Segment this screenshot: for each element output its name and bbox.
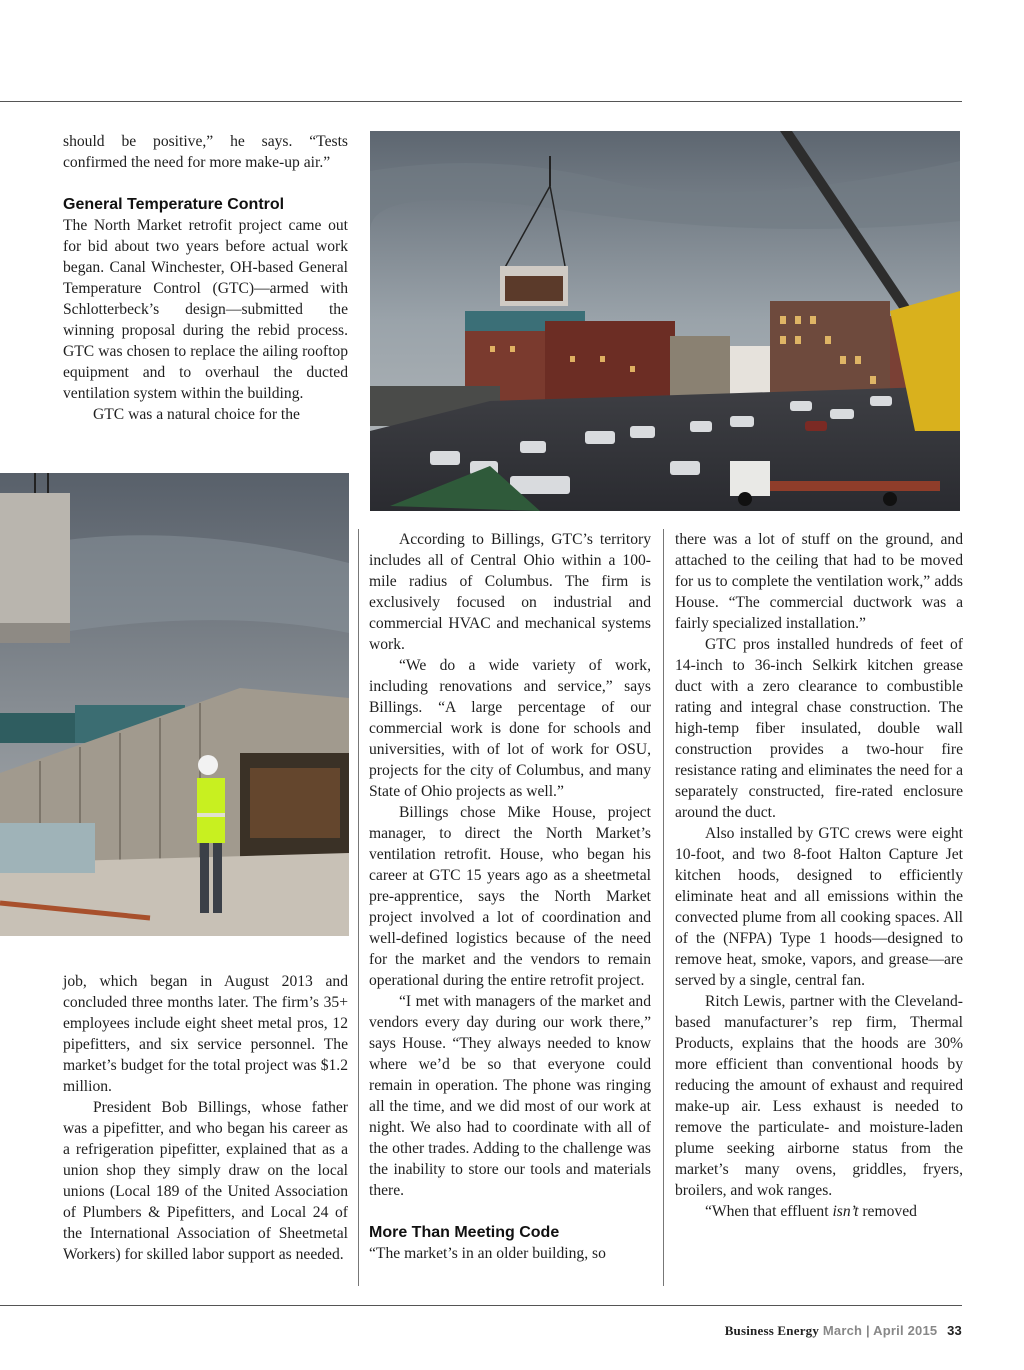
paragraph: President Bob Billings, whose father was a pipefitter, and who began his career as a refrigeration pipefitter, explained that as a union shop they simply draw on the local unions (Local 189 of the United Association of Plumbers & Pipefitters, and Local 24 of the International Association of Sheetmetal Workers) for skilled labor support as needed. <box>63 1099 348 1263</box>
paragraph: “We do a wide variety of work, including renovations and service,” says Billings. “A large percentage of our commercial work is done for schools and universities, with of lot of work for OSU, projects for the city of Columbus, and many State of Ohio projects as well.” <box>369 657 651 800</box>
quote-start: “When that effluent <box>705 1203 833 1220</box>
quote-end: removed <box>858 1203 917 1220</box>
column-3 <box>675 529 963 1222</box>
column-divider <box>358 529 359 1286</box>
paragraph: “The market’s in an older building, so <box>369 1245 606 1262</box>
page-number: 33 <box>947 1323 962 1338</box>
photo-crane-parking-lot <box>370 131 960 511</box>
column-2 <box>369 529 651 1264</box>
issue-date: March | April 2015 <box>822 1323 938 1338</box>
paragraph: job, which began in August 2013 and concluded three months later. The firm’s 35+ employees include eight sheet metal pros, 12 pipefitters, and six service personnel. The market’s budget for the total project was $1.2 million. <box>63 973 348 1095</box>
photo-worker-on-roof <box>0 473 349 936</box>
paragraph: there was a lot of stuff on the ground, and attached to the ceiling that had to be moved for us to complete the ventilation work,” adds House. “The commercial ductwork was a fairly specialized installation.” <box>675 531 963 632</box>
top-rule <box>0 101 962 102</box>
section-heading-gtc: General Temperature Control <box>63 196 285 213</box>
worker-photo-illustration <box>0 473 349 936</box>
paragraph: Ritch Lewis, partner with the Cleveland-based manufacturer’s rep firm, Thermal Products, explains that the hoods are 30% more efficient than conventional hoods by reducing the amount of exhaust and required make-up air. Less exhaust is needed to remove the particulate- and moisture-laden plume seeking airborne status from the market’s many ovens, griddles, fryers, broilers, and wok ranges. <box>675 993 963 1199</box>
paragraph: GTC pros installed hundreds of feet of 14-inch to 36-inch Selkirk kitchen grease duct with a zero clearance to combustible rating and integral chase construction. The high-temp fiber insulated, double wall construction provides a two-hour fire resistance rating and eliminates the need for a separately constructed, fire-rated enclosure around the duct. <box>675 636 963 821</box>
intro-paragraph: should be positive,” he says. “Tests confirmed the need for more make-up air.” <box>63 133 348 171</box>
paragraph: Billings chose Mike House, project manager, to direct the North Market’s ventilation retrofit. House, who began his career at GTC 15 years ago as a sheetmetal pre-apprentice, says the North Market project involved a lot of coordination and well-defined logistics because of the need for the market and the vendors to remain operational during the entire retrofit project. <box>369 804 651 989</box>
paragraph: GTC was a natural choice for the <box>93 406 300 423</box>
paragraph: The North Market retrofit project came out for bid about two years before actual work began. Canal Winchester, OH-based General Temperature Control (GTC)—armed with Schlotterbeck’s design—submitted the winning proposal during the rebid process. GTC was chosen to replace the ailing rooftop equipment and to overhaul the ducted ventilation system within the building. <box>63 217 348 402</box>
column-divider <box>663 529 664 1286</box>
paragraph <box>675 1201 963 1222</box>
magazine-name: Business Energy <box>724 1323 820 1338</box>
paragraph: “I met with managers of the market and vendors every day during our work there,” says House. “They always needed to know where we’d be so that everyone could remain in operation. The phone was ringing all the time, and we did most of our work at night. We also had to coordinate with all of the other trades. Adding to the challenge was the inability to store our tools and materials there. <box>369 993 651 1199</box>
quote-emphasis: isn’t <box>832 1203 859 1220</box>
column-1-top <box>63 131 348 425</box>
section-heading-code: More Than Meeting Code <box>369 1224 560 1241</box>
crane-photo-illustration <box>370 131 960 511</box>
paragraph: According to Billings, GTC’s territory includes all of Central Ohio within a 100-mile radius of Columbus. The firm is exclusively focused on industrial and commercial HVAC and mechanical systems work. <box>369 531 651 653</box>
page-footer <box>725 1323 962 1339</box>
bottom-rule <box>0 1305 962 1306</box>
column-1-bottom <box>63 971 348 1265</box>
paragraph: Also installed by GTC crews were eight 10-foot, and two 8-foot Halton Capture Jet kitchen hoods, designed to efficiently eliminate heat and all emissions within the convected plume from all cooking spaces. All of the (NFPA) Type 1 hoods—designed to remove heat, smoke, vapors, and grease—are served by a single, central fan. <box>675 825 963 989</box>
